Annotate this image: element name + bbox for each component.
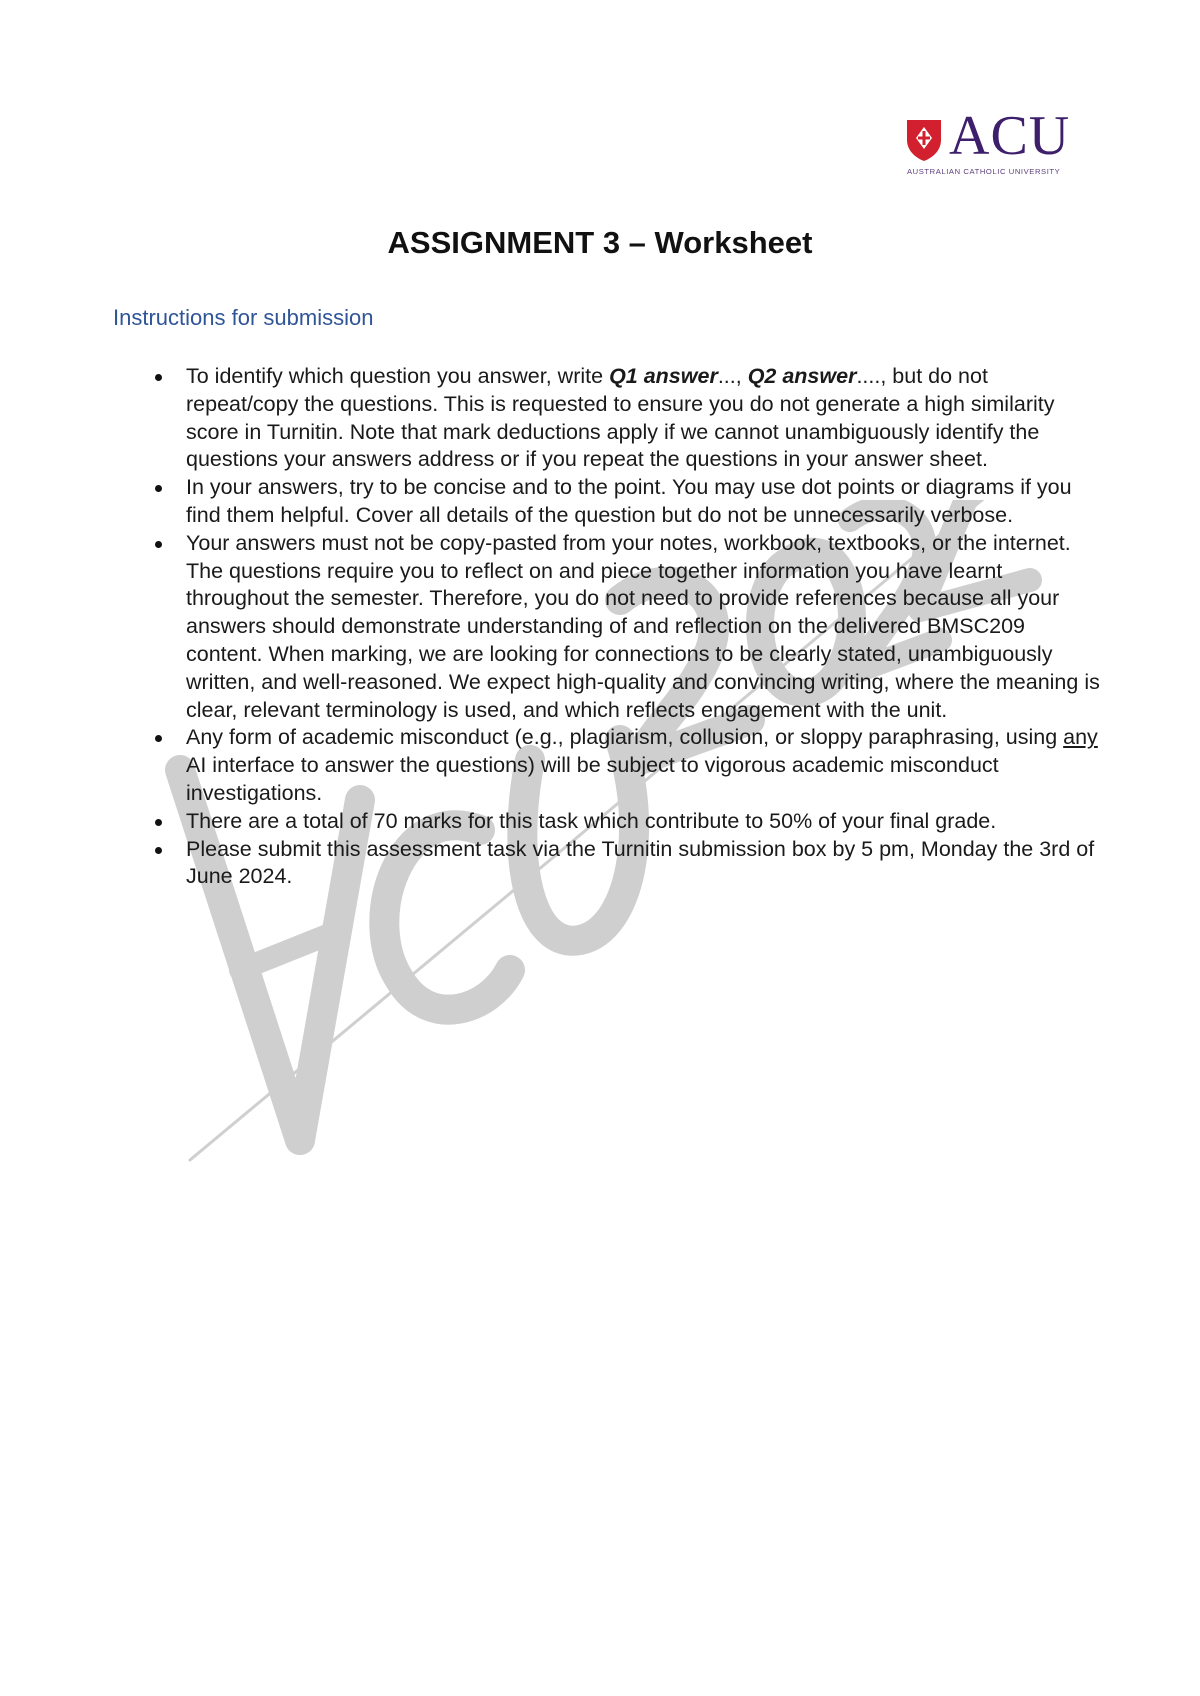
logo-wordmark: ACU [949, 105, 1071, 167]
bullet-icon [155, 735, 162, 742]
page-title: ASSIGNMENT 3 – Worksheet [387, 225, 813, 260]
bullet-icon [155, 541, 162, 548]
acu-logo [905, 105, 1090, 182]
bullet-icon [155, 374, 162, 381]
list-item: There are a total of 70 marks for this task which contribute to 50% of your final grade. [150, 808, 1100, 836]
emphasis-q1: Q1 answer [609, 364, 718, 388]
emphasis-q2: Q2 answer [747, 364, 857, 388]
logo-subtitle: AUSTRALIAN CATHOLIC UNIVERSITY [907, 167, 1061, 176]
bullet-icon [155, 485, 162, 492]
list-item: To identify which question you answer, write Q1 answer..., Q2 answer...., but do not repeat/copy the questions. This is requested to ensure you do not generate a high similarity score in Turnitin. Note that mark deductions apply if we cannot unambiguously identify the questions your answers address or if you repeat the questions in your answer sheet. [150, 363, 1100, 474]
instructions-list [150, 363, 1100, 891]
underlined-any: any [1063, 725, 1098, 750]
list-item: Your answers must not be copy-pasted from your notes, workbook, textbooks, or the internet. The questions require you to reflect on and piece together information you have learnt throughout the semester. Therefore, you do not need to provide references because all your answers should demonstrate understanding of and reflection on the delivered BMSC209 content. When marking, we are looking for connections to be clearly stated, unambiguously written, and well-reasoned. We expect high-quality and convincing writing, where the meaning is clear, relevant terminology is used, and which reflects engagement with the unit. [150, 530, 1100, 725]
section-heading: Instructions for submission [113, 305, 374, 330]
shield-icon [905, 118, 943, 162]
bullet-icon [155, 847, 162, 854]
list-item: In your answers, try to be concise and to the point. You may use dot points or diagrams if you find them helpful. Cover all details of the question but do not be unnecessarily verbose. [150, 474, 1100, 530]
bullet-icon [155, 819, 162, 826]
list-item: Any form of academic misconduct (e.g., plagiarism, collusion, or sloppy paraphrasing, using any AI interface to answer the questions) will be subject to vigorous academic misconduct investigations. [150, 724, 1100, 807]
list-item: Please submit this assessment task via the Turnitin submission box by 5 pm, Monday the 3rd of June 2024. [150, 836, 1100, 892]
